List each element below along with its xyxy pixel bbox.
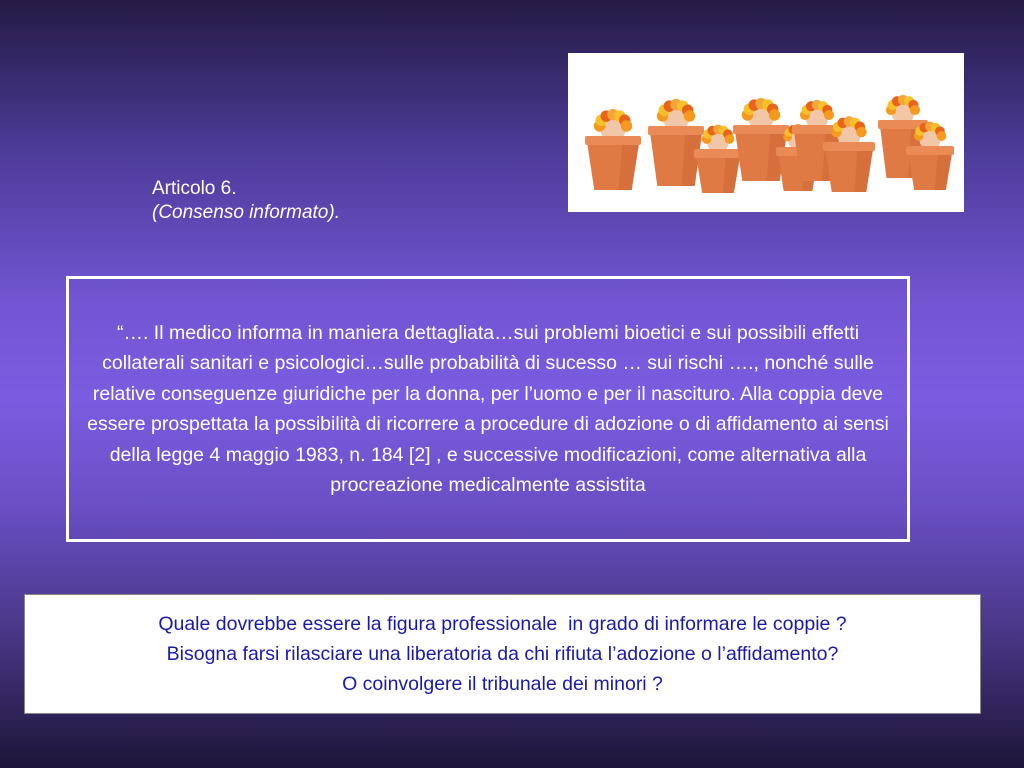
quote-box	[66, 276, 910, 542]
article-heading	[152, 177, 340, 225]
flower-pot-baby-icon	[585, 109, 641, 190]
flower-pot-baby-icon	[648, 99, 704, 186]
question-1: Quale dovrebbe essere la figura professionale in grado di informare le coppie ?	[158, 613, 847, 635]
question-2: Bisogna farsi rilasciare una liberatoria da chi rifiuta l’adozione o l’affidamento?	[166, 643, 839, 665]
babies-in-flower-pots-photo	[568, 53, 964, 212]
questions-box	[24, 594, 981, 714]
article-title: Articolo 6.	[152, 178, 237, 199]
quote-text: “…. Il medico informa in maniera dettagliata…sui problemi bioetici e sui possibili effetti collaterali sanitari e psicologici…sulle probabilità di sucesso … sui rischi …., nonché sulle relative conseguenze giuridiche per la donna, per l’uomo e per il nascituro. Alla coppia deve essere prospettata la possibilità di ricorrere a procedure di adozione o di affidamento ai sensi della legge 4 maggio 1983, n. 184 [2] , e successive modificazioni, come alternativa alla procreazione medicalmente assistita	[87, 321, 889, 496]
question-3: O coinvolgere il tribunale dei minori ?	[342, 673, 663, 695]
article-subtitle: (Consenso informato).	[152, 202, 340, 223]
